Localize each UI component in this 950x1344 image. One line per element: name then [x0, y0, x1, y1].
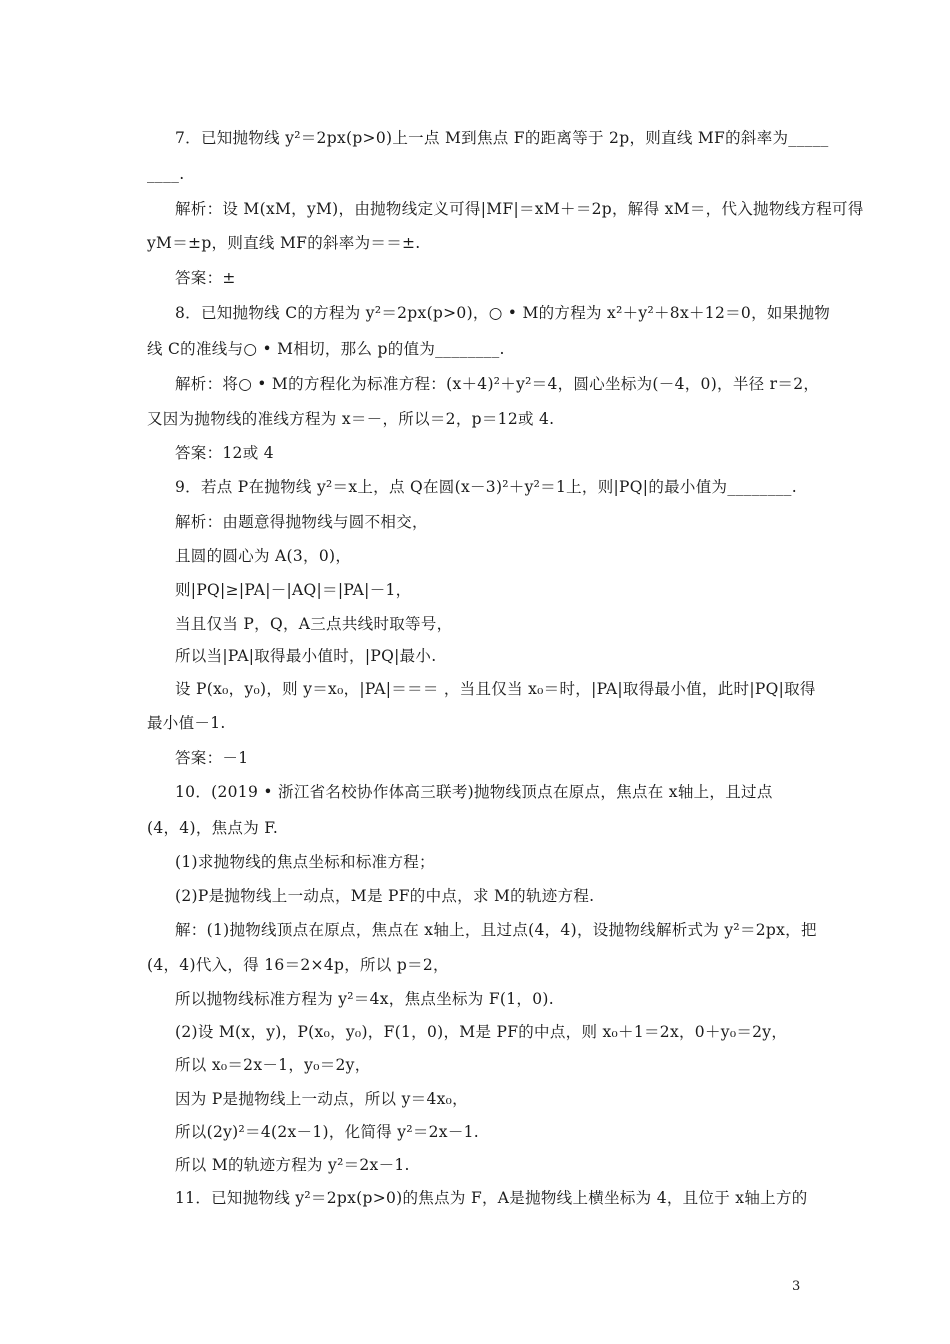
q9-line-1: 9．若点 P在抛物线 y²＝x上，点 Q在圆(x－3)²＋y²＝1上，则|PQ|的最小值为________.	[175, 478, 797, 496]
q9-solution-line-3: 则|PQ|≥|PA|－|AQ|＝|PA|－1，	[175, 581, 412, 599]
q10-line-2: (4，4)，焦点为 F.	[147, 819, 279, 837]
q7-solution-line-1: 解析：设 M(xM，yM)，由抛物线定义可得|MF|＝xM＋＝2p，解得 xM＝，代入抛物线方程可得	[175, 200, 864, 218]
q9-solution-line-6: 设 P(x₀，y₀)，则 y＝x₀，|PA|＝＝＝ ，当且仅当 x₀＝时，|PA|取得最小值，此时|PQ|取得	[175, 680, 816, 698]
q10-part-2: (2)P是抛物线上一动点，M是 PF的中点，求 M的轨迹方程.	[175, 887, 595, 905]
q10-solution-line-2: (4，4)代入，得 16＝2×4p，所以 p＝2，	[147, 956, 449, 974]
q10-line-1: 10．(2019 • 浙江省名校协作体高三联考)抛物线顶点在原点，焦点在 x轴上，且过点	[175, 783, 773, 801]
q10-solution-line-7: 所以(2y)²＝4(2x－1)，化简得 y²＝2x－1.	[175, 1123, 480, 1141]
q9-solution-line-7: 最小值－1.	[147, 714, 226, 732]
q7-line-1: 7．已知抛物线 y²＝2px(p>0)上一点 M到焦点 F的距离等于 2p，则直线 MF的斜率为_____	[175, 129, 829, 147]
q8-answer: 答案：12或 4	[175, 444, 274, 462]
q8-line-2: 线 C的准线与○ • M相切，那么 p的值为________.	[147, 340, 505, 358]
q9-solution-line-1: 解析：由题意得抛物线与圆不相交，	[175, 513, 428, 531]
q7-solution-line-2: yM＝±p，则直线 MF的斜率为＝＝±.	[147, 234, 421, 252]
page-number: 3	[792, 1279, 801, 1294]
q10-solution-line-1: 解：(1)抛物线顶点在原点，焦点在 x轴上，且过点(4，4)，设抛物线解析式为 y²＝2px，把	[175, 921, 817, 939]
q11-line-1: 11．已知抛物线 y²＝2px(p>0)的焦点为 F，A是抛物线上横坐标为 4，且位于 x轴上方的	[175, 1189, 808, 1207]
q9-solution-line-2: 且圆的圆心为 A(3，0)，	[175, 547, 352, 565]
q10-solution-line-5: 所以 x₀＝2x－1，y₀＝2y，	[175, 1056, 371, 1074]
q10-solution-line-6: 因为 P是抛物线上一动点，所以 y＝4x₀，	[175, 1090, 468, 1108]
q10-solution-line-3: 所以抛物线标准方程为 y²＝4x，焦点坐标为 F(1，0).	[175, 990, 554, 1008]
q10-part-1: (1)求抛物线的焦点坐标和标准方程；	[175, 853, 435, 871]
q9-answer: 答案：－1	[175, 749, 249, 767]
q9-solution-line-5: 所以当|PA|取得最小值时，|PQ|最小.	[175, 647, 437, 665]
q8-solution-line-2: 又因为抛物线的准线方程为 x＝－，所以＝2，p＝12或 4.	[147, 410, 555, 428]
q10-solution-line-4: (2)设 M(x，y)，P(x₀，y₀)，F(1，0)，M是 PF的中点，则 x₀＋1＝2x，0＋y₀＝2y，	[175, 1023, 788, 1041]
q7-answer: 答案：±	[175, 269, 236, 287]
q9-solution-line-4: 当且仅当 P，Q，A三点共线时取等号，	[175, 615, 453, 633]
q8-line-1: 8．已知抛物线 C的方程为 y²＝2px(p>0)，○ • M的方程为 x²＋y²＋8x＋12＝0，如果抛物	[175, 304, 831, 322]
q8-solution-line-1: 解析：将○ • M的方程化为标准方程：(x＋4)²＋y²＝4，圆心坐标为(－4，0)，半径 r＝2，	[175, 375, 820, 393]
q7-line-2: ____.	[147, 165, 185, 183]
q10-solution-line-8: 所以 M的轨迹方程为 y²＝2x－1.	[175, 1156, 410, 1174]
